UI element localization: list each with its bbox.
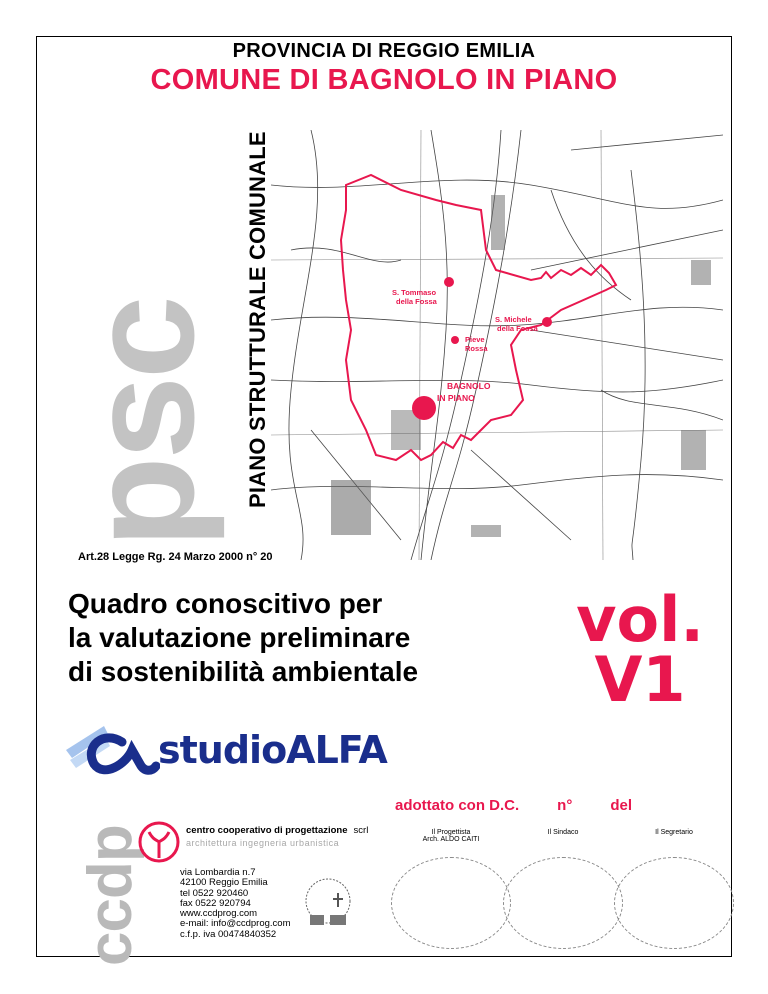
ccdp-subtitle: architettura ingegneria urbanistica <box>186 838 340 848</box>
map-label-pieve: Pieve <box>465 335 485 344</box>
plan-title: PIANO STRUTTURALE COMUNALE <box>245 131 270 508</box>
comune-title: COMUNE DI BAGNOLO IN PIANO <box>150 64 618 96</box>
ccdp-name: centro cooperativo di progettazione scrl <box>186 825 369 836</box>
provincia-title: PROVINCIA DI REGGIO EMILIA <box>232 40 536 62</box>
signature-segretario: Il Segretario <box>655 829 693 836</box>
svg-text:IN PIANO: IN PIANO <box>437 393 475 403</box>
signature-progettista: Il Progettista Arch. ALDO CAITI <box>422 829 480 843</box>
psc-logo: psc <box>57 298 225 548</box>
map-label-michele: S. Michele <box>495 315 532 324</box>
signature-circle-sindaco <box>503 857 623 949</box>
signature-circle-progettista <box>391 857 511 949</box>
certification-stamp-icon <box>300 875 356 933</box>
map-label-bagnolo: BAGNOLO <box>447 381 491 391</box>
volume-label: vol. V1 <box>576 583 704 716</box>
svg-text:Rossa: Rossa <box>465 344 488 353</box>
svg-text:della Fossa: della Fossa <box>396 297 437 306</box>
territory-map <box>271 130 723 560</box>
law-reference: Art.28 Legge Rg. 24 Marzo 2000 n° 20 <box>78 551 273 563</box>
map-label-tommaso: S. Tommaso <box>392 288 437 297</box>
adoption-line: adottato con D.C. n° del <box>395 797 633 814</box>
ccdp-address: via Lombardia n.7 42100 Reggio Emilia tel 0522 920460 fax 0522 920794 www.ccdprog.com e-mail: info@ccdprog.com c.f.p. iva 00474840352 <box>180 867 291 940</box>
ccdp-emblem-icon <box>137 820 181 864</box>
signature-circle-segretario <box>614 857 734 949</box>
studio-alfa-name: studioALFA <box>158 728 387 772</box>
alpha-logo-icon <box>64 720 160 782</box>
document-title: Quadro conoscitivo per la valutazione preliminare di sostenibilità ambientale <box>68 588 419 687</box>
ccdp-logo: ccdp <box>76 825 145 966</box>
svg-text:della Fossa: della Fossa <box>497 324 538 333</box>
signature-sindaco: Il Sindaco <box>547 829 579 836</box>
